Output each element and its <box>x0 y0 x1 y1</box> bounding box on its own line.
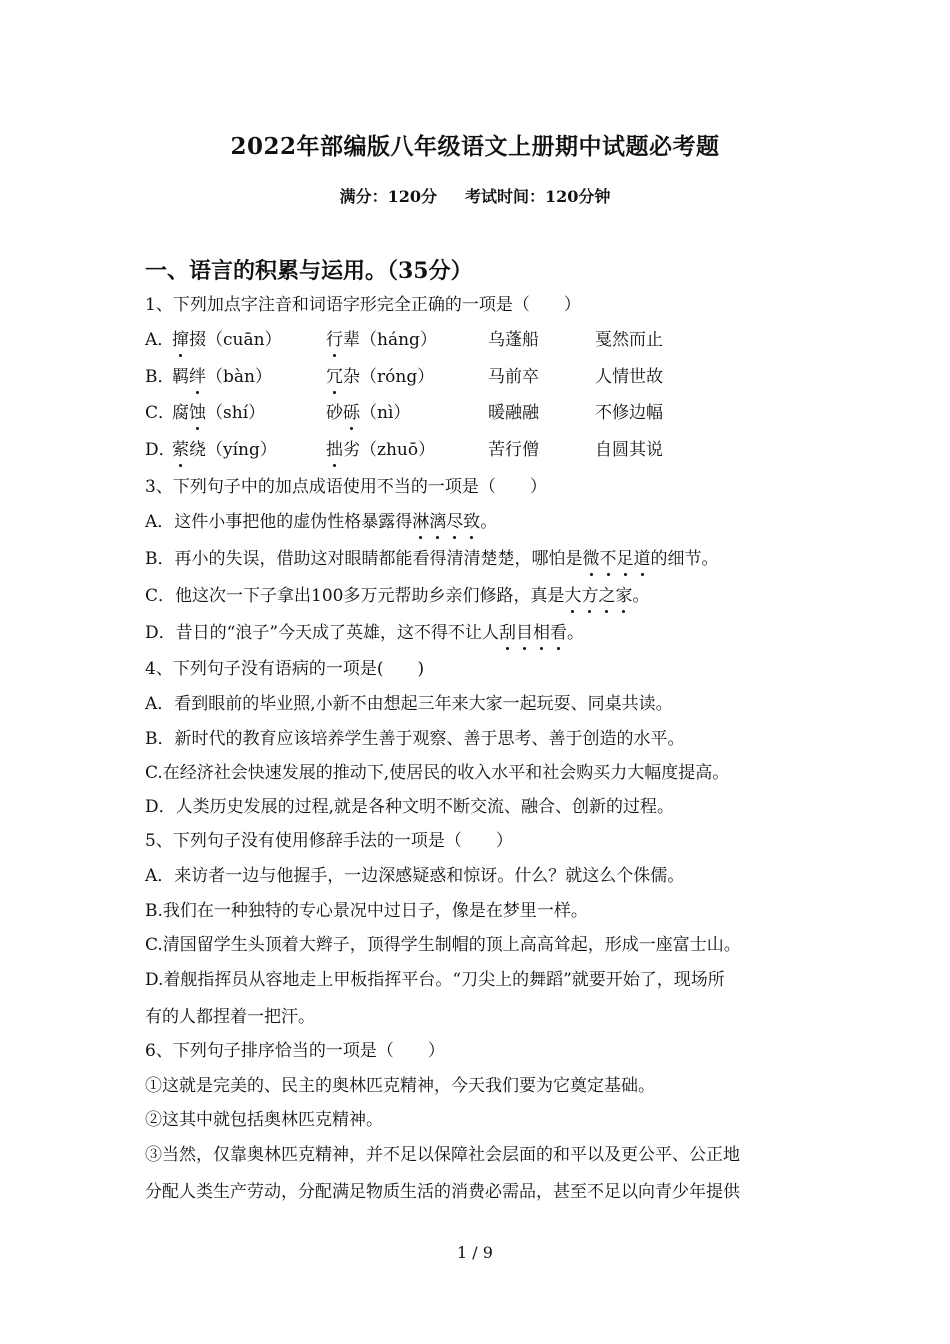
full-score: 满分：120分 <box>339 187 437 206</box>
document-page: 2022年部编版八年级语文上册期中试题必考题 满分：120分 考试时间：120分钟 一、语言的积累与运用。（35分） 1、下列加点字注音和词语字形完全正确的一项是（ ） A． 撺掇（cuān） 行辈（háng） 乌蓬船 戛然而止 B． 羁绊（bàn） 冗杂（róng） 马前卒 人情世故 C． 腐蚀（shí） 砂砾（nì） 暖融融 不修边幅 D． 萦绕（yíng） 拙劣（zhuō） 苦行僧 自圆其说 3、下列句子中的加点成语使用不当的一项是（ ） A．这件小事把他的虚伪性格暴露得淋漓尽致。 B．再小的失误，借助这对眼睛都能看得清清楚楚，哪怕是微不足道的细节。 C．他这次一下子拿出100多万元帮助乡亲们修路，真是大方之家。 D．昔日的“浪子”今天成了英雄，这不得不让人刮目相看。 4、下列句子没有语病的一项是( ) A．看到眼前的毕业照,小新不由想起三年来大家一起玩耍、同桌共读。 B．新时代的教育应该培养学生善于观察、善于思考、善于创造的水平。 C.在经济社会快速发展的推动下,使居民的收入水平和社会购买力大幅度提高。 D．人类历史发展的过程,就是各种文明不断交流、融合、创新的过程。 5、下列句子没有使用修辞手法的一项是（ ） A．来访者一边与他握手，一边深感疑惑和惊讶。什么？就这么个侏儒。 B.我们在一种独特的专心景况中过日子，像是在梦里一样。 C.清国留学生头顶着大辫子，顶得学生制帽的顶上高高耸起，形成一座富士山。 D.着舰指挥员从容地走上甲板指挥平台。“刀尖上的舞蹈”就要开始了，现场所 有的人都捏着一把汗。 6、下列句子排序恰当的一项是（ ） ①这就是完美的、民主的奥林匹克精神，今天我们要为它奠定基础。 ②这其中就包括奥林匹克精神。 ③当然，仅靠奥林匹克精神，并不足以保障社会层面的和平以及更公平、公正地 分配人类生产劳动，分配满足物质生活的消费必需品，甚至不足以向青少年提供 1 / 9 <box>0 0 950 1344</box>
q3-option-b: B．再小的失误，借助这对眼睛都能看得清清楚楚，哪怕是微不足道的细节。 <box>145 549 719 569</box>
q3-option-a: A．这件小事把他的虚伪性格暴露得淋漓尽致。 <box>145 512 498 532</box>
section-heading: 一、语言的积累与运用。（35分） <box>145 258 473 284</box>
exam-time: 考试时间：120分钟 <box>465 187 611 206</box>
q4-option-b: B．新时代的教育应该培养学生善于观察、善于思考、善于创造的水平。 <box>145 729 685 749</box>
q6-sentence-3: ③当然，仅靠奥林匹克精神，并不足以保障社会层面的和平以及更公平、公正地 <box>145 1145 740 1165</box>
q6-sentence-1: ①这就是完美的、民主的奥林匹克精神，今天我们要为它奠定基础。 <box>145 1076 655 1096</box>
q5-option-a: A．来访者一边与他握手，一边深感疑惑和惊讶。什么？就这么个侏儒。 <box>145 866 685 886</box>
q5-option-d: D.着舰指挥员从容地走上甲板指挥平台。“刀尖上的舞蹈”就要开始了，现场所 <box>145 970 725 990</box>
q6-sentence-3-cont: 分配人类生产劳动，分配满足物质生活的消费必需品，甚至不足以向青少年提供 <box>145 1182 740 1202</box>
q5-option-d-cont: 有的人都捏着一把汗。 <box>145 1007 315 1027</box>
q3-option-c: C．他这次一下子拿出100多万元帮助乡亲们修路，真是大方之家。 <box>145 586 650 606</box>
q5-option-c: C.清国留学生头顶着大辫子，顶得学生制帽的顶上高高耸起，形成一座富士山。 <box>145 935 741 955</box>
exam-info <box>0 184 950 207</box>
q3-option-d: D．昔日的“浪子”今天成了英雄，这不得不让人刮目相看。 <box>145 623 585 643</box>
q4-option-d: D．人类历史发展的过程,就是各种文明不断交流、融合、创新的过程。 <box>145 797 675 817</box>
q4-option-a: A．看到眼前的毕业照,小新不由想起三年来大家一起玩耍、同桌共读。 <box>145 694 673 714</box>
q5-option-b: B.我们在一种独特的专心景况中过日子，像是在梦里一样。 <box>145 901 588 921</box>
q1-stem: 1、下列加点字注音和词语字形完全正确的一项是（ ） <box>145 295 581 315</box>
q3-stem: 3、下列句子中的加点成语使用不当的一项是（ ） <box>145 477 547 497</box>
q4-option-c: C.在经济社会快速发展的推动下,使居民的收入水平和社会购买力大幅度提高。 <box>145 763 730 783</box>
q5-stem: 5、下列句子没有使用修辞手法的一项是（ ） <box>145 831 513 851</box>
page-number: 1 / 9 <box>457 1243 493 1262</box>
page-title: 2022年部编版八年级语文上册期中试题必考题 <box>230 133 720 160</box>
q6-stem: 6、下列句子排序恰当的一项是（ ） <box>145 1041 445 1061</box>
q6-sentence-2: ②这其中就包括奥林匹克精神。 <box>145 1110 383 1130</box>
q4-stem: 4、下列句子没有语病的一项是( ) <box>145 659 425 679</box>
